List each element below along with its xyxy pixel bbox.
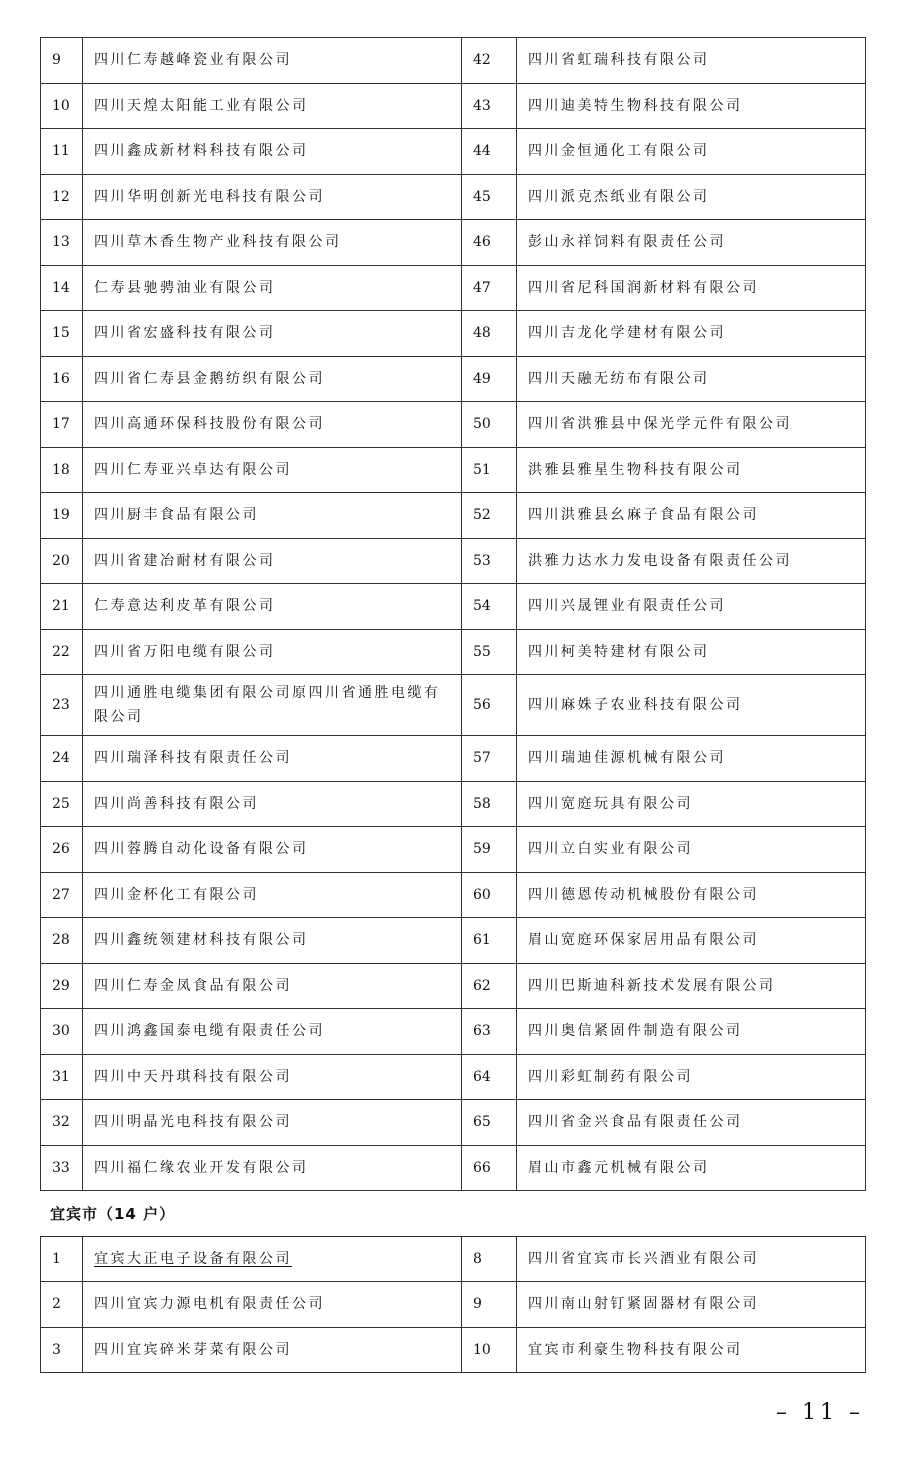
row-number (462, 736, 517, 782)
company-name-text: 仁寿县驰骋油业有限公司 (94, 279, 276, 296)
company-name (517, 963, 866, 1009)
company-name (83, 827, 462, 873)
company-name (83, 174, 462, 220)
row-number-text: 61 (473, 932, 491, 949)
company-name-text: 四川瑞迪佳源机械有限公司 (528, 750, 726, 767)
row-number (462, 827, 517, 873)
company-name-text: 四川省尼科国润新材料有限公司 (528, 279, 759, 296)
row-number (462, 781, 517, 827)
company-name-text: 四川省金兴食品有限责任公司 (528, 1114, 743, 1131)
row-number (462, 311, 517, 357)
company-name (83, 356, 462, 402)
company-name (517, 1145, 866, 1191)
row-number-text: 59 (473, 841, 491, 858)
row-number-text: 31 (52, 1068, 70, 1085)
company-name (83, 447, 462, 493)
row-number (41, 1282, 83, 1327)
row-number (41, 129, 83, 175)
company-name (517, 538, 866, 584)
company-name (517, 356, 866, 402)
company-name-text: 四川迪美特生物科技有限公司 (528, 97, 743, 114)
table-row (41, 220, 866, 266)
row-number-text: 54 (473, 598, 491, 615)
row-number (462, 38, 517, 84)
company-name-text: 四川仁寿亚兴卓达有限公司 (94, 461, 292, 478)
company-name-text: 四川天融无纺布有限公司 (528, 370, 710, 387)
company-name (83, 311, 462, 357)
company-name (517, 1009, 866, 1055)
company-name-text: 四川省虹瑞科技有限公司 (528, 52, 710, 69)
table-row (41, 963, 866, 1009)
row-number (462, 356, 517, 402)
company-name-text: 四川立白实业有限公司 (528, 841, 693, 858)
row-number-text: 17 (52, 416, 70, 433)
company-name-text: 四川德恩传动机械股份有限公司 (528, 886, 759, 903)
row-number-text: 18 (52, 461, 70, 478)
company-table-body (41, 38, 866, 1191)
row-number-text: 62 (473, 977, 491, 994)
company-name-text: 洪雅县雅星生物科技有限公司 (528, 461, 743, 478)
row-number (462, 1054, 517, 1100)
company-name (83, 629, 462, 675)
row-number-text: 47 (473, 279, 491, 296)
row-number (462, 918, 517, 964)
row-number-text: 64 (473, 1068, 491, 1085)
row-number (462, 629, 517, 675)
company-name (517, 1100, 866, 1146)
row-number (462, 538, 517, 584)
row-number-text: 9 (473, 1296, 482, 1313)
company-name-text: 眉山宽庭环保家居用品有限公司 (528, 932, 759, 949)
company-name (83, 736, 462, 782)
row-number-text: 2 (52, 1296, 61, 1313)
row-number (41, 83, 83, 129)
company-name (83, 781, 462, 827)
company-name (83, 1237, 462, 1282)
company-name (83, 675, 462, 736)
company-name-text: 四川彩虹制药有限公司 (528, 1068, 693, 1085)
row-number (462, 1282, 517, 1327)
company-name (83, 872, 462, 918)
company-name (83, 918, 462, 964)
row-number-text: 13 (52, 234, 70, 251)
row-number (41, 447, 83, 493)
row-number (41, 402, 83, 448)
table-row (41, 493, 866, 539)
company-name-text: 眉山市鑫元机械有限公司 (528, 1159, 710, 1176)
company-table (40, 37, 866, 1191)
company-name-text: 四川福仁缘农业开发有限公司 (94, 1159, 309, 1176)
company-name-text: 四川瑞泽科技有限责任公司 (94, 750, 292, 767)
row-number-text: 50 (473, 416, 491, 433)
company-name-text: 四川通胜电缆集团有限公司原四川省通胜电缆有限公司 (94, 685, 441, 725)
row-number (41, 872, 83, 918)
row-number (462, 872, 517, 918)
row-number-text: 32 (52, 1114, 70, 1131)
row-number (41, 311, 83, 357)
company-name (517, 447, 866, 493)
company-name-text: 四川天煌太阳能工业有限公司 (94, 97, 309, 114)
row-number (41, 1145, 83, 1191)
row-number-text: 29 (52, 977, 70, 994)
yibin-company-table (40, 1236, 866, 1373)
company-name-text: 宜宾大正电子设备有限公司 (94, 1251, 292, 1268)
company-name (83, 584, 462, 630)
table-row (41, 827, 866, 873)
row-number-text: 60 (473, 886, 491, 903)
table-row (41, 538, 866, 584)
row-number-text: 15 (52, 325, 70, 342)
row-number-text: 66 (473, 1159, 491, 1176)
company-name-text: 四川草木香生物产业科技有限公司 (94, 234, 342, 251)
row-number-text: 58 (473, 795, 491, 812)
table-row (41, 781, 866, 827)
company-name (83, 963, 462, 1009)
company-name-text: 四川仁寿越峰瓷业有限公司 (94, 52, 292, 69)
table-row (41, 736, 866, 782)
row-number (462, 675, 517, 736)
table-row (41, 675, 866, 736)
row-number-text: 16 (52, 370, 70, 387)
row-number (41, 1237, 83, 1282)
company-name-text: 四川省仁寿县金鹅纺织有限公司 (94, 370, 325, 387)
company-name-text: 四川省洪雅县中保光学元件有限公司 (528, 416, 792, 433)
row-number-text: 11 (52, 143, 70, 160)
company-name (517, 1327, 866, 1372)
row-number-text: 8 (473, 1251, 482, 1268)
table-row (41, 918, 866, 964)
row-number (41, 963, 83, 1009)
row-number (462, 493, 517, 539)
row-number-text: 48 (473, 325, 491, 342)
company-name-text: 四川蓉腾自动化设备有限公司 (94, 841, 309, 858)
row-number (41, 584, 83, 630)
table-row (41, 38, 866, 84)
table-row (41, 311, 866, 357)
company-name-text: 洪雅力达水力发电设备有限责任公司 (528, 552, 792, 569)
company-name-text: 四川宜宾碎米芽菜有限公司 (94, 1341, 292, 1358)
company-name (83, 1282, 462, 1327)
row-number-text: 44 (473, 143, 491, 160)
table-row (41, 174, 866, 220)
row-number-text: 3 (52, 1341, 61, 1358)
row-number (41, 174, 83, 220)
company-name-text: 四川兴晟锂业有限责任公司 (528, 598, 726, 615)
company-name-text: 四川宜宾力源电机有限责任公司 (94, 1296, 325, 1313)
company-name (83, 1100, 462, 1146)
row-number-text: 28 (52, 932, 70, 949)
row-number (41, 220, 83, 266)
row-number (462, 1009, 517, 1055)
company-name (83, 220, 462, 266)
row-number-text: 25 (52, 795, 70, 812)
company-name-text: 四川洪雅县幺麻子食品有限公司 (528, 507, 759, 524)
company-name (517, 493, 866, 539)
company-name-text: 四川奥信紧固件制造有限公司 (528, 1023, 743, 1040)
company-name (517, 174, 866, 220)
table-row (41, 1145, 866, 1191)
table-row (41, 872, 866, 918)
row-number-text: 27 (52, 886, 70, 903)
row-number-text: 49 (473, 370, 491, 387)
row-number-text: 51 (473, 461, 491, 478)
row-number (41, 736, 83, 782)
company-name (517, 1054, 866, 1100)
table-row (41, 1237, 866, 1282)
table-row (41, 1009, 866, 1055)
company-name (517, 736, 866, 782)
row-number-text: 63 (473, 1023, 491, 1040)
table-row (41, 83, 866, 129)
company-name (83, 265, 462, 311)
company-name (517, 38, 866, 84)
company-name (517, 129, 866, 175)
company-name (517, 83, 866, 129)
row-number (41, 629, 83, 675)
company-name-text: 四川省宏盛科技有限公司 (94, 325, 276, 342)
company-name (83, 1327, 462, 1372)
row-number (41, 265, 83, 311)
row-number (41, 493, 83, 539)
company-name (517, 402, 866, 448)
table-row (41, 629, 866, 675)
company-name-text: 四川宽庭玩具有限公司 (528, 795, 693, 812)
table-row (41, 1282, 866, 1327)
company-name-text: 仁寿意达利皮革有限公司 (94, 598, 276, 615)
row-number-text: 12 (52, 188, 70, 205)
row-number-text: 26 (52, 841, 70, 858)
row-number-text: 21 (52, 598, 70, 615)
row-number-text: 10 (473, 1341, 491, 1358)
company-name-text: 四川巴斯迪科新技术发展有限公司 (528, 977, 776, 994)
row-number (41, 675, 83, 736)
row-number-text: 14 (52, 279, 70, 296)
company-name (83, 493, 462, 539)
company-name-text: 四川金杯化工有限公司 (94, 886, 259, 903)
company-name (517, 918, 866, 964)
company-name-text: 四川高通环保科技股份有限公司 (94, 416, 325, 433)
row-number-text: 23 (52, 697, 70, 713)
table-row (41, 356, 866, 402)
company-name (83, 129, 462, 175)
company-name (83, 402, 462, 448)
company-name-text: 四川鑫统领建材科技有限公司 (94, 932, 309, 949)
table-row (41, 447, 866, 493)
company-name-text: 四川鸿鑫国泰电缆有限责任公司 (94, 1023, 325, 1040)
row-number (462, 265, 517, 311)
row-number (462, 220, 517, 266)
company-name (517, 827, 866, 873)
page-number: – 11 – (776, 1400, 864, 1425)
row-number-text: 55 (473, 643, 491, 660)
row-number (41, 781, 83, 827)
row-number (462, 447, 517, 493)
row-number-text: 33 (52, 1159, 70, 1176)
company-name (517, 311, 866, 357)
row-number (41, 1100, 83, 1146)
company-name (517, 220, 866, 266)
yibin-company-table-body (41, 1237, 866, 1373)
row-number-text: 1 (52, 1251, 61, 1268)
company-name-text: 四川明晶光电科技有限公司 (94, 1114, 292, 1131)
company-name-text: 彭山永祥饲料有限责任公司 (528, 234, 726, 251)
company-name (517, 1237, 866, 1282)
row-number (462, 1145, 517, 1191)
company-name (83, 1054, 462, 1100)
company-name (517, 265, 866, 311)
company-name-text: 四川派克杰纸业有限公司 (528, 188, 710, 205)
company-name (83, 1145, 462, 1191)
table-row (41, 1054, 866, 1100)
row-number-text: 56 (473, 697, 491, 713)
table-row (41, 1100, 866, 1146)
row-number-text: 22 (52, 643, 70, 660)
row-number-text: 52 (473, 507, 491, 524)
company-name (517, 1282, 866, 1327)
row-number (41, 538, 83, 584)
company-name-text: 四川省建冶耐材有限公司 (94, 552, 276, 569)
company-name (517, 872, 866, 918)
row-number (462, 402, 517, 448)
row-number-text: 42 (473, 52, 491, 69)
row-number-text: 24 (52, 750, 70, 767)
row-number (462, 1237, 517, 1282)
company-name (517, 584, 866, 630)
row-number (462, 963, 517, 1009)
company-name (83, 38, 462, 84)
row-number (462, 584, 517, 630)
row-number-text: 53 (473, 552, 491, 569)
company-name-text: 四川中天丹琪科技有限公司 (94, 1068, 292, 1085)
company-name-text: 四川尚善科技有限公司 (94, 795, 259, 812)
table-row (41, 402, 866, 448)
company-name-text: 四川柯美特建材有限公司 (528, 643, 710, 660)
row-number (41, 38, 83, 84)
company-name-text: 四川省万阳电缆有限公司 (94, 643, 276, 660)
row-number (41, 356, 83, 402)
row-number-text: 10 (52, 97, 70, 114)
company-name (83, 538, 462, 584)
row-number-text: 57 (473, 750, 491, 767)
company-name (517, 781, 866, 827)
company-name-text: 四川南山射钉紧固器材有限公司 (528, 1296, 759, 1313)
section-title-yibin: 宜宾市（14 户） (50, 1205, 176, 1223)
row-number-text: 45 (473, 188, 491, 205)
table-row (41, 265, 866, 311)
row-number-text: 30 (52, 1023, 70, 1040)
row-number-text: 46 (473, 234, 491, 251)
row-number (41, 1054, 83, 1100)
company-name-text: 四川鑫成新材料科技有限公司 (94, 143, 309, 160)
row-number (462, 174, 517, 220)
row-number (462, 1100, 517, 1146)
company-name (83, 1009, 462, 1055)
row-number-text: 43 (473, 97, 491, 114)
company-name-text: 四川金恒通化工有限公司 (528, 143, 710, 160)
company-name-text: 四川省宜宾市长兴酒业有限公司 (528, 1251, 759, 1268)
company-name (517, 675, 866, 736)
row-number-text: 9 (52, 52, 61, 69)
row-number (41, 1327, 83, 1372)
row-number (41, 1009, 83, 1055)
company-name-text: 四川麻姝子农业科技有限公司 (528, 697, 743, 713)
row-number (462, 129, 517, 175)
row-number (462, 1327, 517, 1372)
company-name (517, 629, 866, 675)
company-name-text: 宜宾市利豪生物科技有限公司 (528, 1341, 743, 1358)
row-number-text: 20 (52, 552, 70, 569)
row-number (41, 918, 83, 964)
company-name-text: 四川吉龙化学建材有限公司 (528, 325, 726, 342)
table-row (41, 129, 866, 175)
company-name-text: 四川厨丰食品有限公司 (94, 507, 259, 524)
row-number (41, 827, 83, 873)
company-name (83, 83, 462, 129)
row-number (462, 83, 517, 129)
row-number-text: 65 (473, 1114, 491, 1131)
row-number-text: 19 (52, 507, 70, 524)
table-row (41, 1327, 866, 1372)
company-name-text: 四川仁寿金凤食品有限公司 (94, 977, 292, 994)
table-row (41, 584, 866, 630)
company-name-text: 四川华明创新光电科技有限公司 (94, 188, 325, 205)
